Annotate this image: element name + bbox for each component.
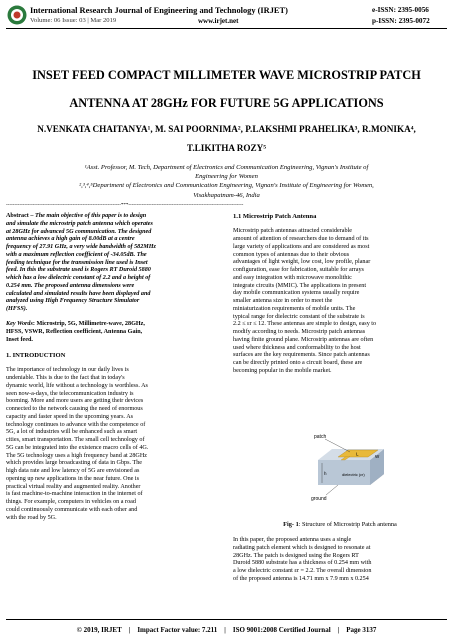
figure-caption [233, 521, 447, 528]
intro-line: things. For example, computers in vehicles on a road [6, 499, 136, 505]
label-L: L [356, 451, 359, 457]
affiliation-1-line-2: Engineering for Women [195, 173, 258, 180]
paragraph-line: radiating patch element which is designed to resonate at [233, 544, 371, 551]
intro-line: cities, smart transportation. The small cell technology of [6, 437, 145, 443]
intro-line: practical virtual reality and augmented reality. Another [6, 483, 141, 490]
keywords-line: HFSS, VSWR, Reflection coefficient, Antenna Gain, [6, 329, 143, 335]
intro-line: The 5G technology uses a high frequency band at 28GHz [6, 452, 148, 459]
intro-line: opening up new applications in the near future. One is [6, 475, 140, 482]
abstract-line: analyzed using High Frequency Structure Simulator [6, 298, 140, 305]
section-1-1-body [233, 228, 447, 375]
header-rule [6, 28, 447, 29]
paragraph-after-figure [233, 537, 447, 584]
section-separator: ---------------------------------------------------------------------***--------------------------------------------------------------------- [6, 203, 244, 208]
abstract-line: feeding technique for the transmission line used is Inset [6, 259, 148, 266]
footer-page: Page 3137 [346, 626, 377, 634]
paragraph-line: a low dielectric constant εr = 2.2. The overall dimension [233, 568, 372, 574]
abstract-line: feed. In this the substrate used is Rogers RT Duroid 5880 [6, 267, 151, 274]
affiliation-1-line-1: ¹Asst. Professor, M. Tech, Department of Electronics and Communication Engineering, Vignan's Institute of [84, 164, 369, 171]
keywords-line: : Microstrip, 5G, Millimetre-wave, 28GHz, [32, 321, 145, 328]
left-column [6, 213, 220, 522]
abstract-line: which has a low dielectric constant of 2.2 and a height of [6, 275, 151, 281]
intro-line: which provides large broadcasting of data in Gbps. The [6, 460, 143, 467]
authors-line-2: T.LIKITHA ROZY⁵ [186, 143, 267, 153]
keywords-line: Inset feed. [6, 336, 33, 343]
section-line: advantages of light weight, low cost, low profile, planar [233, 259, 371, 266]
intro-line: 5G, a lot of industries will be enhanced such as smart [6, 429, 138, 436]
footer-impact-factor: Impact Factor value: 7.211 [137, 626, 218, 634]
label-W: W [375, 454, 380, 459]
right-column [233, 213, 447, 376]
abstract-line: frequency of 27.91 GHz, a very wide bandwidth of 582MHz [6, 244, 156, 250]
irjet-logo [7, 5, 27, 25]
section-line: large variety of applications and are considered as most [233, 243, 370, 250]
intro-line: is fast machine-to-machine interaction in the internet of [6, 491, 143, 498]
section-line: amount of attention of researchers due to demand of its [233, 236, 369, 242]
intro-line: seen now-a-days, the telecommunication industry is [6, 390, 134, 397]
abstract-line: at 28GHz for advanced 5G communication. The designed [6, 228, 152, 235]
paragraph-line: of the proposed antenna is 14.71 mm x 7.9 mm x 0.254 [233, 575, 369, 582]
section-line: modify according to needs. Microstrip patch antennas [233, 329, 366, 335]
section-line: having finite ground plane. Microstrip antennas are often [233, 336, 374, 343]
paper-title-line-1: INSET FEED COMPACT MILLIMETER WAVE MICROSTRIP PATCH [32, 68, 421, 82]
intro-line: The importance of technology in our daily lives is [6, 367, 129, 374]
section-1-1-heading: 1.1 Microstrip Patch Antenna [233, 213, 317, 220]
figure-caption-label: Fig- 1 [283, 521, 299, 528]
paper-title-line-2: ANTENNA AT 28GHz FOR FUTURE 5G APPLICATIONS [69, 96, 384, 110]
footer-copyright: © 2019, IRJET [76, 626, 122, 634]
paragraph-line: 28GHz. The patch is designed using the Rogers RT [233, 552, 359, 559]
abstract-line: calculated and simulated results have been displayed and [6, 290, 151, 297]
intro-line: with the road by 5G. [6, 514, 57, 521]
section-line: smaller antenna size in order to meet the [233, 298, 333, 304]
abstract-line: with a maximum reflection coefficient of -34.05dB. The [6, 251, 147, 258]
section-line: integrate circuits (MMIC). The applications in present [233, 282, 367, 289]
pissn: p-ISSN: 2395-0072 [372, 17, 430, 25]
abstract-line: (HFSS). [6, 306, 28, 312]
abstract-label: Abstract – [6, 213, 34, 219]
label-ground: ground [311, 496, 327, 501]
paragraph-line: In this paper, the proposed antenna uses a single [233, 537, 352, 543]
intro-line: 5G can be integrated into the existence macro cells of 4G. [6, 444, 149, 451]
footer-rule [6, 619, 447, 620]
abstract-line: and simulate the microstrip patch antenna which operates [6, 220, 153, 227]
footer: © 2019, IRJET | Impact Factor value: 7.211 | ISO 9001:2008 Certified Journal | Page 3137 [76, 626, 377, 634]
intro-line: could continuously communicate with each other and [6, 506, 138, 513]
section-line: becoming popular in the mobile market. [233, 367, 332, 374]
volume-issue: Volume: 06 Issue: 03 | Mar 2019 [30, 17, 117, 24]
intro-line: high data rate and low latency of 5G are envisioned as [6, 468, 140, 474]
section-line: surfaces are the key requirements. Since patch antennas [233, 352, 370, 359]
abstract-line: The main objective of this paper is to design [33, 213, 147, 219]
journal-title: International Research Journal of Engineering and Technology (IRJET) [30, 6, 288, 15]
paragraph-line: Duroid 5880 substrate has a thickness of 0.254 mm with [233, 560, 372, 567]
affiliation-2-line-1: ²,³,⁴,⁵Department of Electronics and Communication Engineering, Vignan's Institute of Engineering for Women, [79, 182, 374, 189]
section-line: configuration, ease for fabrication, suitable for arrays [233, 267, 364, 273]
section-line: common types of antennas due to their obvious [233, 251, 350, 258]
label-patch: patch [314, 434, 327, 440]
section-line: and easy integration with microwave monolithic [233, 274, 352, 281]
intro-line: booming. More and more users are getting their devices [6, 398, 144, 405]
abstract-line: antenna achieves a high gain of 8.00dB at a centre [6, 236, 135, 243]
intro-line: capacity and faster speed in the upcoming years. As [6, 413, 134, 420]
label-h: h [324, 471, 327, 476]
intro-line: technology continues to advance with the competence of [6, 421, 146, 428]
intro-line: undeniable. This is due to the fact that in today's [6, 375, 125, 381]
section-line: day mobile communication systems usually require [233, 290, 360, 297]
section-line: miniaturization requirements of mobile units. The [233, 305, 356, 312]
introduction-heading: 1. INTRODUCTION [6, 352, 66, 359]
label-dielectric: dielectric (εr) [342, 472, 365, 477]
abstract [6, 213, 220, 314]
authors-line-1: N.VENKATA CHAITANYA¹, M. SAI POORNIMA², P.LAKSHMI PRAHELIKA³, R.MONIKA⁴, [37, 124, 416, 134]
eissn: e-ISSN: 2395-0056 [372, 6, 429, 14]
section-line: 2.2 ≤ εr ≤ 12. These antennas are simple to design, easy to [233, 321, 377, 328]
affiliation-2-line-2: Visakhapatnam-46, India [193, 192, 260, 199]
intro-line: dynamic world, life without a technology is worthless. As [6, 382, 148, 389]
journal-url[interactable]: www.irjet.net [198, 17, 239, 25]
intro-line: connected to the network causing the need of enormous [6, 406, 143, 412]
keywords-label: Key Words [6, 321, 33, 328]
section-line: used where thickness and conformability to the host [233, 344, 361, 351]
footer-iso: ISO 9001:2008 Certified Journal [232, 626, 331, 634]
section-line: Microstrip patch antennas attracted considerable [233, 228, 353, 235]
figure-caption-text: : Structure of Microstrip Patch antenna [298, 521, 397, 528]
abstract-line: 0.254 mm. The proposed antenna dimensions were [6, 282, 135, 289]
microstrip-antenna-figure [308, 430, 390, 501]
introduction-body [6, 367, 220, 522]
section-line: can be directly printed onto a circuit board, these are [233, 360, 363, 366]
section-line: typical range for dielectric constant of the substrate is [233, 313, 365, 320]
keywords [6, 321, 220, 344]
